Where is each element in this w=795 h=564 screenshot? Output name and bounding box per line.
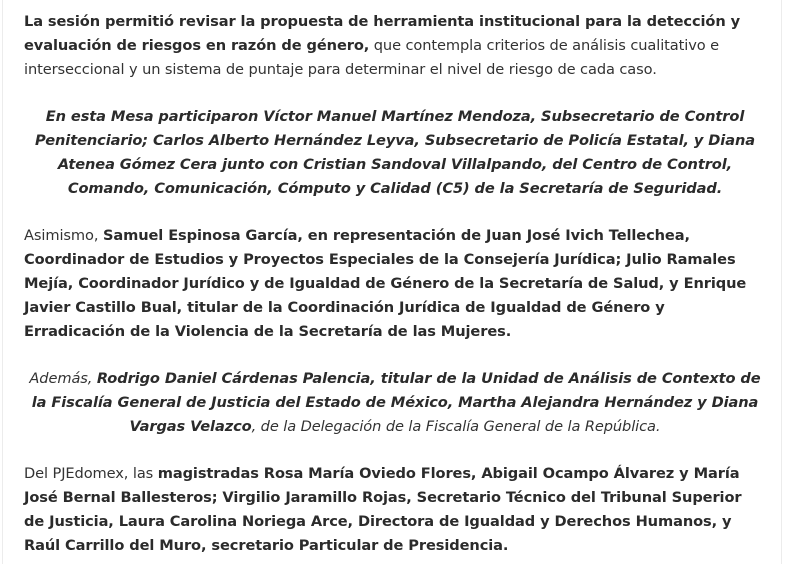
legal-participants-intro: Asimismo, <box>24 227 103 244</box>
prosecutor-participants-names: Rodrigo Daniel Cárdenas Palencia, titular de la Unidad de Análisis de Contexto de la Fiscalía General de Justicia del Estado de México, Martha Alejandra Hernández y Diana Vargas Velazco <box>31 370 761 435</box>
paragraph-session-summary <box>24 10 766 82</box>
paragraph-legal-participants <box>24 224 766 344</box>
prosecutor-participants-end: , de la Delegación de la Fiscalía General de la República. <box>251 418 661 435</box>
session-summary-bold: La sesión permitió revisar la propuesta de herramienta institucional para la detección y evaluación de riesgos en razón de género, <box>24 13 741 54</box>
prosecutor-participants-intro: Además, <box>29 370 97 387</box>
paragraph-security-participants <box>24 105 766 201</box>
article-body <box>24 10 766 558</box>
judiciary-participants-names: magistradas Rosa María Oviedo Flores, Abigail Ocampo Álvarez y María José Bernal Ballesteros; Virgilio Jaramillo Rojas, Secretario Técnico del Tribunal Superior de Justicia, Laura Carolina Noriega Arce, Directora de Igualdad y Derechos Humanos, y Raúl Carrillo del Muro, secretario Particular de Presidencia. <box>24 465 742 554</box>
session-summary-text: que contempla criterios de análisis cualitativo e interseccional y un sistema de puntaje para determinar el nivel de riesgo de cada caso. <box>24 37 720 78</box>
security-participants-text: En esta Mesa participaron Víctor Manuel Martínez Mendoza, Subsecretario de Control Penitenciario; Carlos Alberto Hernández Leyva, Subsecretario de Policía Estatal, y Diana Atenea Gómez Cera junto con Cristian Sandoval Villalpando, del Centro de Control, Comando, Comunicación, Cómputo y Calidad (C5) de la Secretaría de Seguridad. <box>35 108 755 197</box>
paragraph-judiciary-participants <box>24 462 766 558</box>
legal-participants-names: Samuel Espinosa García, en representación de Juan José Ivich Tellechea, Coordinador de Estudios y Proyectos Especiales de la Consejería Jurídica; Julio Ramales Mejía, Coordinador Jurídico y de Igualdad de Género de la Secretaría de Salud, y Enrique Javier Castillo Bual, titular de la Coordinación Jurídica de Igualdad de Género y Erradicación de la Violencia de la Secretaría de las Mujeres. <box>24 227 747 340</box>
paragraph-prosecutor-participants <box>24 367 766 439</box>
judiciary-participants-intro: Del PJEdomex, las <box>24 465 158 482</box>
